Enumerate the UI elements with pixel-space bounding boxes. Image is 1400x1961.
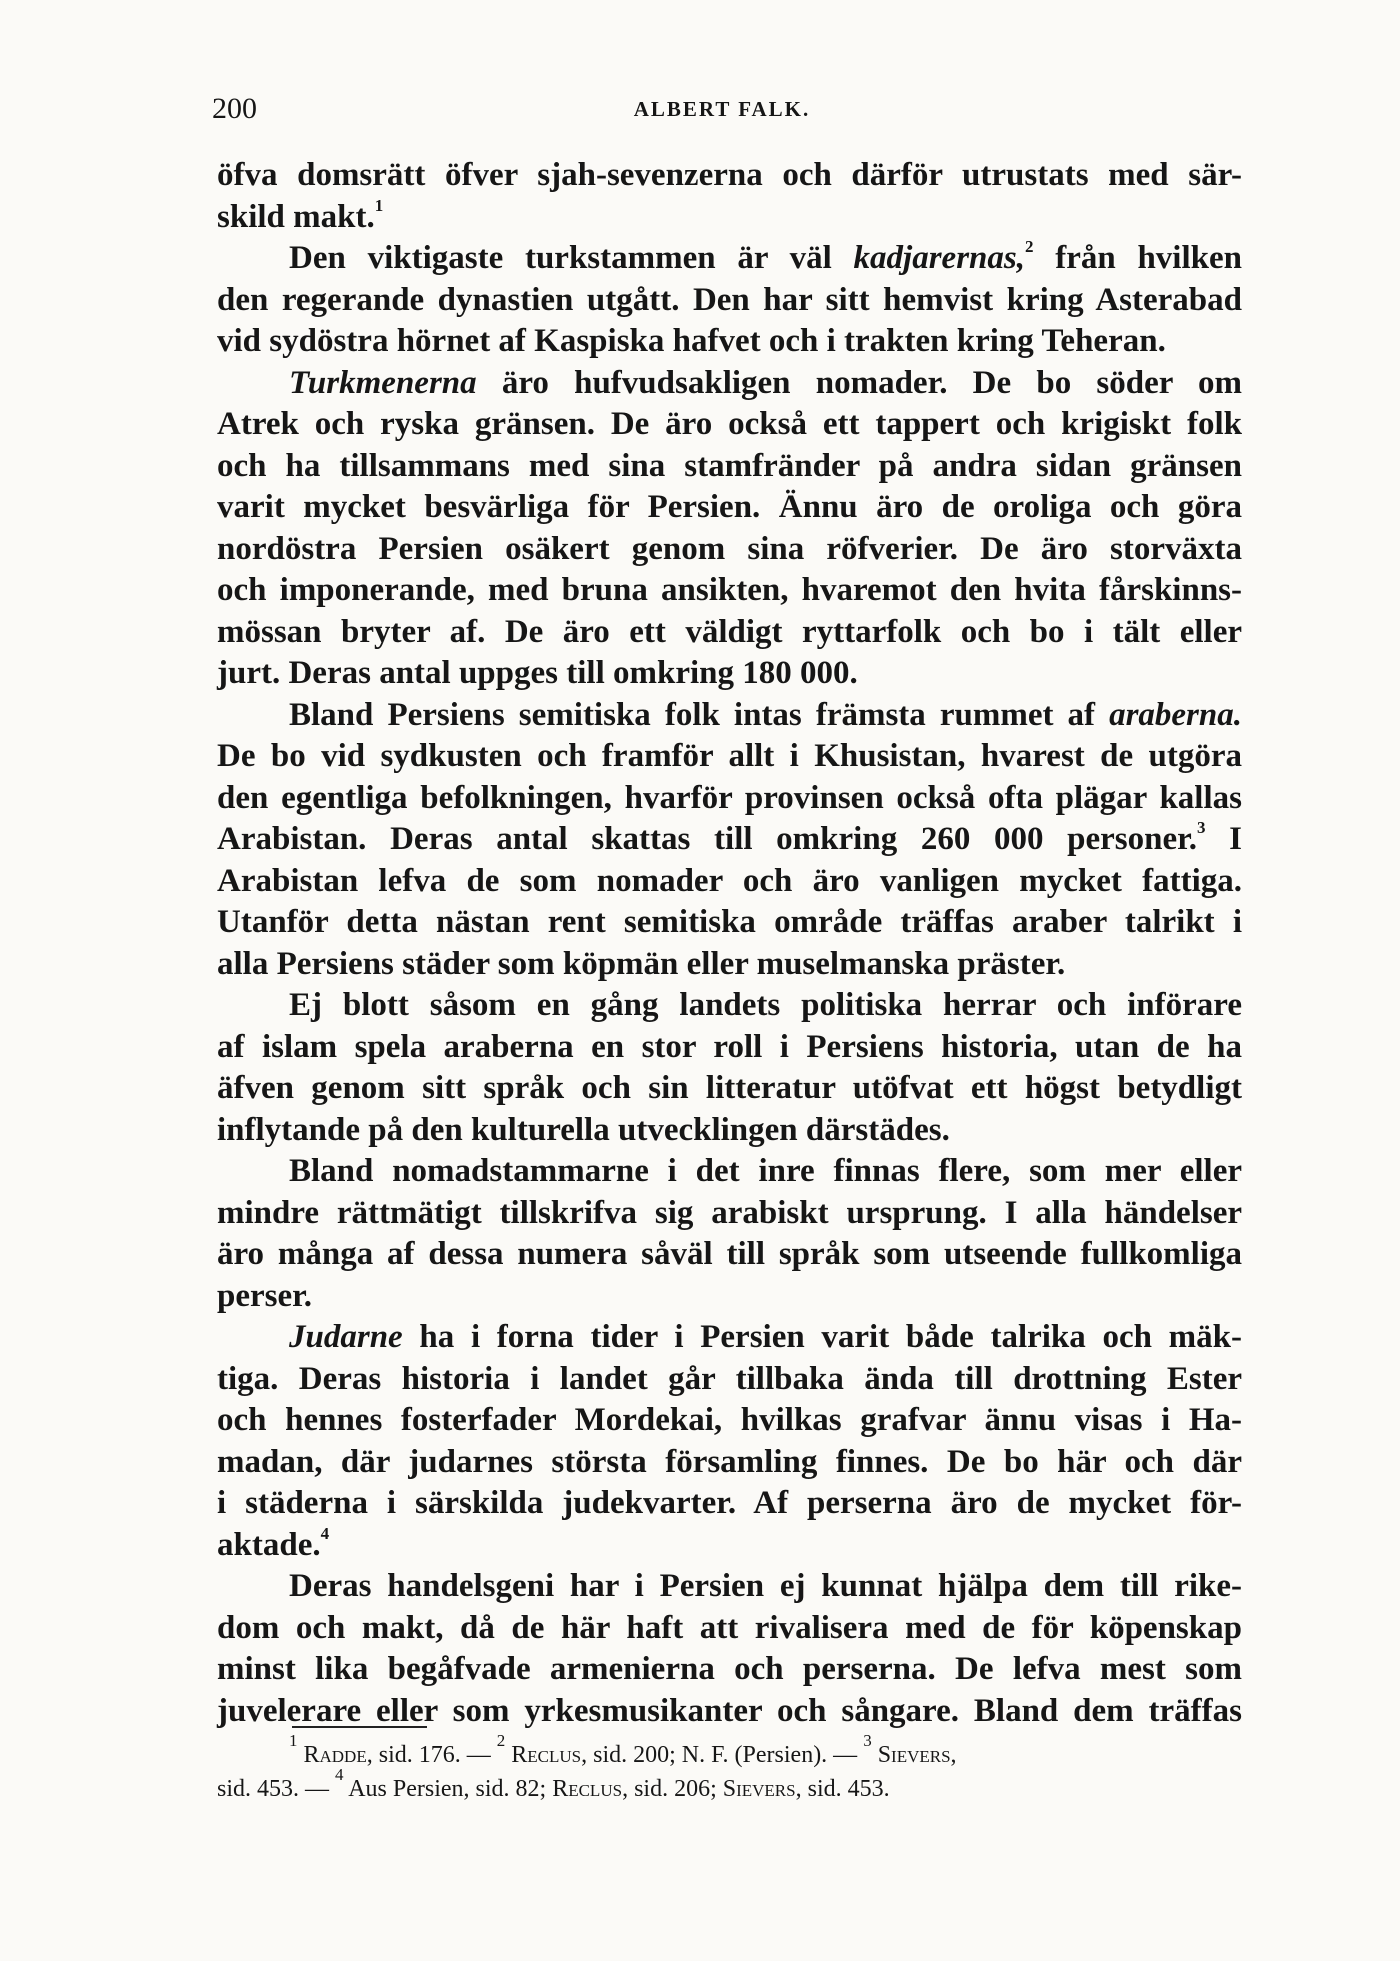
text-line: af islam spela araberna en stor roll i Persiens historia, utan de ha [217,1028,1242,1065]
text-line: och ha tillsammans med sina stamfränder på andra sidan gränsen [217,447,1242,484]
running-title: ALBERT FALK. [633,97,811,121]
body-text [217,155,1242,1732]
footnote-ref: 2 [1024,237,1034,256]
footnotes [217,1731,1242,1806]
text-line: Den viktigaste turkstammen är väl kadjarernas,$^2$ från hvilken [289,237,1242,276]
text-line: Deras handelsgeni har i Persien ej kunnat hjälpa dem till rike- [289,1568,1242,1604]
text-line: Bland Persiens semitiska folk intas främsta rummet af araberna. [289,696,1242,733]
text-line: den regerande dynastien utgått. Den har sitt hemvist kring Asterabad [217,281,1242,318]
text-line: öfva domsrätt öfver sjah-sevenzerna och därför utrustats med sär- [217,157,1242,193]
text-line: Utanför detta nästan rent semitiska område träffas araber talrikt i [217,904,1242,940]
footnote-ref: 4 [320,1523,330,1543]
text-line: juvelerare eller som yrkesmusikanter och sångare. Bland dem träffas [217,1692,1242,1729]
text-line: Atrek och ryska gränsen. De äro också ett tappert och krigiskt folk [217,406,1242,442]
text-line: madan, där judarnes största församling finnes. De bo här och där [217,1443,1242,1480]
page-number: 200 [212,92,257,125]
text-line: nordöstra Persien osäkert genom sina röfverier. De äro storväxta [217,530,1242,567]
text-line: vid sydöstra hörnet af Kaspiska hafvet och i trakten kring Teheran. [217,323,1166,359]
text-line: mindre rättmätigt tillskrifva sig arabiskt ursprung. I alla händelser [217,1194,1242,1231]
text-line: De bo vid sydkusten och framför allt i Khusistan, hvarest de utgöra [217,738,1242,774]
text-line: jurt. Deras antal uppges till omkring 180 000. [217,655,858,691]
text-line: Arabistan. Deras antal skattas till omkring 260 000 personer.$^3$ I [217,818,1242,857]
footnote-divider [292,1726,427,1728]
text-line: äfven genom sitt språk och sin litteratur utöfvat ett högst betydligt [217,1070,1242,1106]
footnote-line: sid. 453. — $^4$ Aus Persien, sid. 82; Reclus, sid. 206; Sievers, sid. 453. [217,1765,890,1802]
text-line: Judarne ha i forna tider i Persien varit både talrika och mäk- [289,1319,1242,1355]
footnote-ref: 1 [374,195,384,215]
text-line: den egentliga befolkningen, hvarför provinsen också ofta plägar kallas [217,779,1242,816]
text-line: Turkmenerna äro hufvudsakligen nomader. De bo söder om [289,364,1242,401]
text-line: alla Persiens städer som köpmän eller muselmanska präster. [217,945,1066,982]
footnote-ref: 3 [1197,818,1206,837]
text-line: inflytande på den kulturella utvecklingen därstädes. [217,1111,950,1148]
text-line: dom och makt, då de här haft att rivalisera med de för köpenskap [217,1609,1242,1646]
text-line: mössan bryter af. De äro ett väldigt ryttarfolk och bo i tält eller [217,613,1242,650]
text-line: Ej blott såsom en gång landets politiska herrar och införare [289,987,1242,1023]
text-line: äro många af dessa numera såväl till språk som utseende fullkomliga [217,1236,1242,1272]
text-line: och hennes fosterfader Mordekai, hvilkas grafvar ännu visas i Ha- [217,1402,1242,1438]
text-line: och imponerande, med bruna ansikten, hvaremot den hvita fårskinns- [217,572,1242,608]
text-line: i städerna i särskilda judekvarter. Af perserna äro de mycket för- [217,1485,1242,1521]
text-line: Arabistan lefva de som nomader och äro vanligen mycket fattiga. [217,862,1242,899]
text-line: minst lika begåfvade armenierna och perserna. De lefva mest som [217,1651,1242,1687]
text-line: skild makt.$^1$ [217,195,384,235]
text-line: Bland nomadstammarne i det inre finnas flere, som mer eller [289,1153,1242,1189]
text-line: perser. [217,1277,313,1314]
text-fragment: I [1205,821,1242,857]
footnote-line: $^1$ Radde, sid. 176. — $^2$ Reclus, sid. 200; N. F. (Persien). — $^3$ Sievers, [289,1731,957,1768]
text-line: tiga. Deras historia i landet går tillbaka ända till drottning Ester [217,1360,1242,1397]
page-header [212,92,1232,132]
text-line: varit mycket besvärliga för Persien. Ännu äro de oroliga och göra [217,489,1242,525]
text-line: aktade.$^4$ [217,1523,330,1563]
